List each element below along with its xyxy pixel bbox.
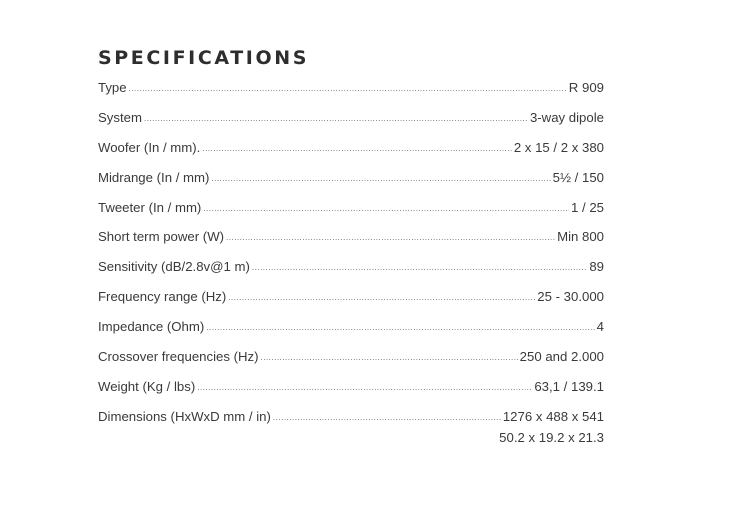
spec-row-weight bbox=[98, 378, 604, 408]
spec-value: R 909 bbox=[568, 80, 604, 95]
spec-value: 4 bbox=[596, 319, 604, 335]
dot-leader bbox=[211, 168, 550, 184]
spec-row-impedance bbox=[98, 318, 604, 348]
spec-row-type bbox=[98, 79, 604, 109]
spec-label: Woofer (In / mm). bbox=[98, 139, 201, 155]
spec-value: 3-way dipole bbox=[529, 109, 604, 125]
spec-row-tweeter bbox=[98, 199, 604, 229]
dot-leader bbox=[261, 347, 518, 363]
dot-leader bbox=[144, 108, 528, 124]
spec-value-dimensions-inches: 50.2 x 19.2 x 21.3 bbox=[499, 429, 604, 445]
page-title: SPECIFICATIONS bbox=[98, 47, 309, 69]
dot-leader bbox=[197, 377, 532, 393]
spec-label: Dimensions (HxWxD mm / in) bbox=[98, 408, 271, 424]
dot-leader bbox=[226, 227, 555, 243]
spec-value: 1276 x 488 x 541 bbox=[502, 408, 604, 424]
spec-value: 25 - 30.000 bbox=[537, 289, 604, 305]
spec-value: 1 / 25 bbox=[571, 199, 604, 215]
dot-leader bbox=[228, 287, 535, 303]
spec-label: Impedance (Ohm) bbox=[98, 319, 205, 335]
spec-row-crossover bbox=[98, 348, 604, 378]
dot-leader bbox=[129, 78, 567, 94]
spec-label: Crossover frequencies (Hz) bbox=[98, 349, 259, 365]
spec-row-midrange bbox=[98, 169, 604, 199]
dot-leader bbox=[252, 257, 587, 273]
spec-value: 5½ / 150 bbox=[552, 169, 604, 185]
spec-label: Tweeter (In / mm) bbox=[98, 199, 202, 215]
spec-row-short-term-power bbox=[98, 228, 604, 258]
spec-label: Sensitivity (dB/2.8v@1 m) bbox=[98, 259, 250, 275]
spec-label: Type bbox=[98, 80, 127, 95]
dot-leader bbox=[203, 198, 569, 214]
specifications-page bbox=[98, 44, 604, 446]
spec-list bbox=[98, 79, 604, 446]
spec-value: 63,1 / 139.1 bbox=[534, 378, 604, 394]
spec-label: System bbox=[98, 109, 142, 125]
spec-row-sensitivity bbox=[98, 258, 604, 288]
spec-value: Min 800 bbox=[557, 229, 604, 245]
spec-row-frequency-range bbox=[98, 288, 604, 318]
spec-value: 89 bbox=[589, 259, 604, 275]
spec-value: 250 and 2.000 bbox=[519, 349, 604, 365]
spec-row-woofer bbox=[98, 139, 604, 169]
spec-row-system bbox=[98, 109, 604, 139]
dot-leader bbox=[202, 138, 511, 154]
spec-label: Short term power (W) bbox=[98, 229, 225, 245]
spec-label: Weight (Kg / lbs) bbox=[98, 378, 196, 394]
dot-leader bbox=[206, 317, 594, 333]
spec-label: Frequency range (Hz) bbox=[98, 289, 227, 305]
spec-value: 2 x 15 / 2 x 380 bbox=[513, 139, 604, 155]
spec-label: Midrange (In / mm) bbox=[98, 169, 210, 185]
dot-leader bbox=[273, 407, 501, 423]
